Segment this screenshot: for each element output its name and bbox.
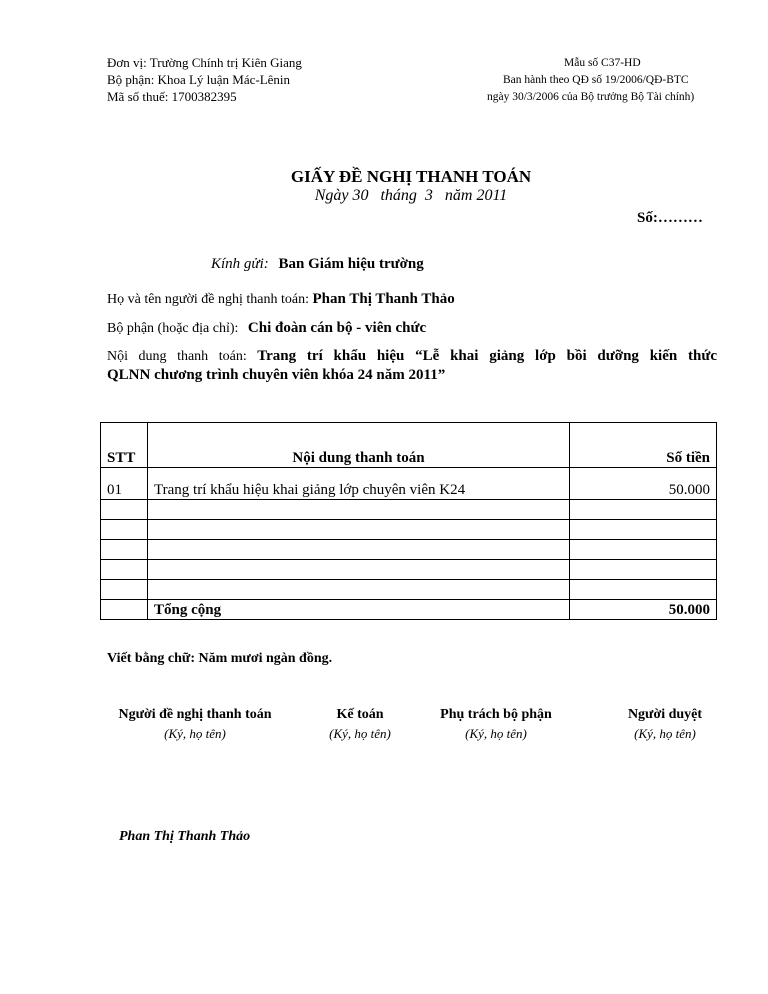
row-stt: 01 [101,468,148,500]
content-value-1: Trang trí khẩu hiệu “Lễ khai giảng lớp bồi dưỡng kiến thức [257,348,717,364]
department-name: Bộ phận: Khoa Lý luận Mác-Lênin [107,72,291,87]
header-stt: STT [101,423,148,468]
signature-hint: (Ký, họ tên) [164,726,226,741]
recipient-value: Ban Giám hiệu trường [278,256,424,272]
signature-approver [600,707,730,742]
requester-value: Phan Thị Thanh Thảo [312,291,455,307]
header-description: Nội dung thanh toán [148,423,570,468]
content-value-2: QLNN chương trình chuyên viên khóa 24 năm 2011” [107,367,446,383]
signature-hint: (Ký, họ tên) [634,726,696,741]
amount-in-words: Viết bằng chữ: Năm mươi ngàn đồng. [107,651,333,666]
signature-title: Người duyệt [627,707,703,722]
table-header-row [101,423,717,468]
division-label: Bộ phận (hoặc địa chỉ): [107,321,239,336]
requester-line [107,291,455,308]
signature-hint: (Ký, họ tên) [465,726,527,741]
empty-row [101,580,717,600]
total-label: Tổng cộng [148,600,570,620]
requester-label: Họ và tên người đề nghị thanh toán: [107,292,310,307]
signature-hint: (Ký, họ tên) [329,726,391,741]
division-line [107,320,426,337]
table-row [101,468,717,500]
signature-accountant [300,707,420,742]
row-amount: 50.000 [570,468,717,500]
header-amount: Số tiền [570,423,717,468]
total-row [101,600,717,620]
issued-date: ngày 30/3/2006 của Bộ trưởng Bộ Tài chính) [487,91,695,103]
empty-row [101,540,717,560]
recipient-line [211,256,424,273]
content-line-1 [107,348,717,365]
division-value: Chi đoàn cán bộ - viên chức [247,320,427,336]
signature-title: Người đề nghị thanh toán [118,707,272,722]
signature-title: Phụ trách bộ phận [440,707,552,722]
signer-name: Phan Thị Thanh Thảo [119,829,251,844]
issued-by: Ban hành theo QĐ số 19/2006/QĐ-BTC [503,74,689,86]
total-amount: 50.000 [570,600,717,620]
payment-table [100,422,717,620]
content-label: Nội dung thanh toán: [107,349,247,364]
signature-requester [100,707,290,742]
document-number: Số:……… [637,210,703,226]
date-line: Ngày 30 tháng 3 năm 2011 [314,187,508,204]
signature-title: Kế toán [336,707,384,722]
empty-row [101,520,717,540]
tax-code: Mã số thuế: 1700382395 [107,89,237,104]
form-number: Mẫu số C37-HD [564,57,641,69]
row-description: Trang trí khẩu hiệu khai giảng lớp chuyên viên K24 [148,468,570,500]
empty-row [101,560,717,580]
unit-name: Đơn vị: Trường Chính trị Kiên Giang [107,55,302,70]
empty-row [101,500,717,520]
document-title: GIẤY ĐỀ NGHỊ THANH TOÁN [290,167,532,186]
signature-department-head [420,707,572,742]
recipient-label: Kính gửi: [211,256,269,272]
